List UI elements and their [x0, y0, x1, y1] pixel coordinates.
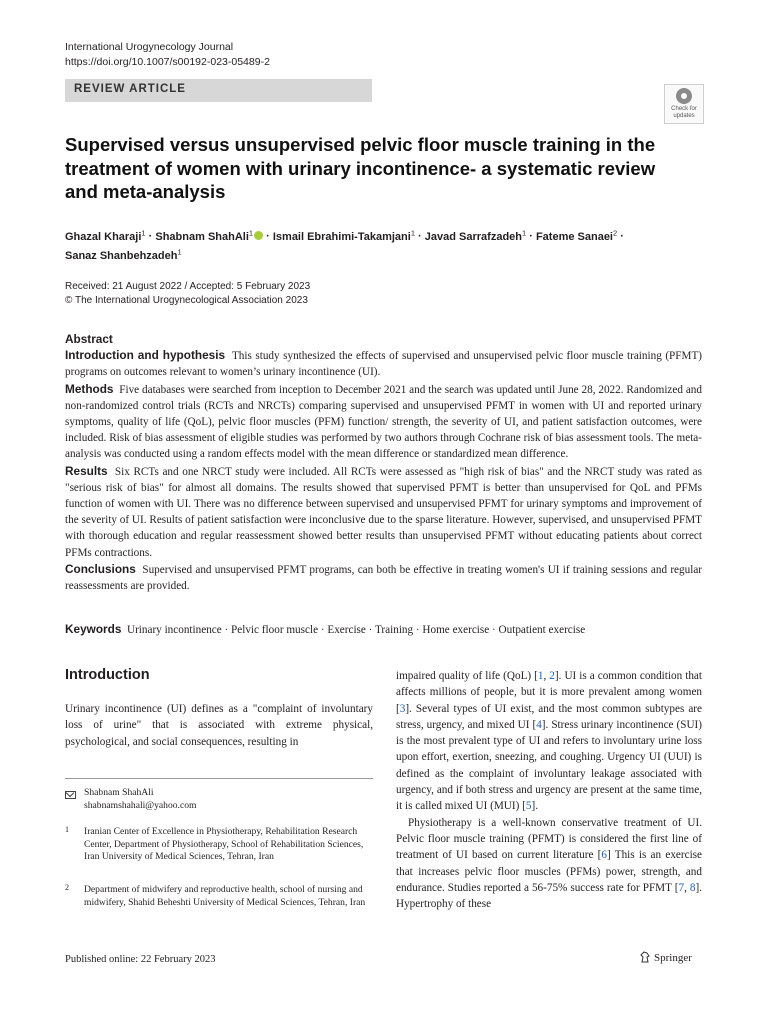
author[interactable]: Sanaz Shanbehzadeh$^1$ — [65, 247, 182, 263]
abstract-heading: Abstract — [65, 332, 113, 346]
keywords-text: Urinary incontinence · Pelvic floor muscle · Exercise · Training · Home exercise · Outpatient exercise — [126, 624, 586, 636]
citation-link[interactable]: 4 — [536, 718, 542, 731]
abstract-section: Methods Five databases were searched from inception to December 2021 and the search was updated until June 28, 2022. Randomized and non-randomized control trials (RCTs and NRCTs) comparing supervised and unsupervised PFMT in women with UI and reported urinary symptoms, quality of life (QoL), pelvic floor muscles (PFM) function/ strength, the severity of UI, and patient satisfaction outcomes, were included. Risk of bias assessment of eligible studies was performed by two authors through Cochrane risk of bias assessment tools. The meta-analysis was conducted using a random effects model with the mean difference or standardized mean difference. — [65, 381, 702, 461]
keywords — [65, 621, 705, 638]
author[interactable]: Shabnam ShahAli$^1$ — [155, 231, 263, 243]
corresponding-author — [84, 787, 374, 812]
article-dates — [65, 280, 565, 308]
author-list: Ghazal Kharaji$^1$ · Shabnam ShahAli$^1$ · Ismail Ebrahimi-Takamjani$^1$ · Javad Sarrafzadeh$^1$ · Fateme Sanaei$^2$ · Sanaz Shanbehzadeh$^1$ — [65, 228, 624, 263]
paragraph: impaired quality of life (QoL) [1, 2]. UI is a common condition that affects millions of people, but it is more prevalent among women [3]. Several types of UI exist, and the most common subtypes are stress, urgency, and mixed UI [4]. Stress urinary incontinence (SUI) is the most prevalent type of UI and refers to involuntary urine loss upon effort, exertion, sneezing, and coughing. Urgency UI (UUI) is defined as the complaint of involuntary leakage associated with urgency, and if both stress and urgency are present at the same time, it is called mixed UI (MUI) [5]. — [396, 670, 702, 813]
author[interactable]: Ismail Ebrahimi-Takamjani$^1$ — [272, 228, 415, 243]
received-accepted: Received: 21 August 2022 / Accepted: 5 February 2023 — [65, 281, 311, 292]
copyright: © The International Urogynecological Association 2023 — [65, 295, 308, 306]
citation-link[interactable]: 7 — [678, 881, 685, 894]
author[interactable]: Javad Sarrafzadeh$^1$ — [424, 228, 527, 243]
check-for-updates-label: Check for updates — [671, 106, 697, 119]
keywords-label: Keywords — [65, 622, 122, 636]
publisher-logo — [640, 951, 692, 964]
affiliation-number: 2 — [65, 883, 69, 892]
citation-link[interactable]: 8 — [689, 881, 696, 894]
affiliation: Department of midwifery and reproductive health, school of nursing and midwifery, Shahid Beheshti University of Medical Sciences, Tehran, Iran — [84, 884, 366, 908]
check-for-updates-badge[interactable] — [664, 84, 704, 124]
paragraph: Urinary incontinence (UI) defines as a "complaint of involuntary loss of urine" that is associated with extreme physical, psychological, and social consequences, resulting in — [65, 703, 373, 748]
published-date: Published online: 22 February 2023 — [65, 954, 216, 965]
body-column-left — [65, 701, 373, 750]
springer-horse-icon — [640, 951, 650, 963]
corresponding-email[interactable]: shabnamshahali@yahoo.com — [84, 799, 197, 811]
body-column-right — [396, 668, 702, 912]
abstract-section: Introduction and hypothesis This study synthesized the effects of supervised and unsupervised pelvic floor muscle training (PFMT) programs on outcomes relevant to women’s urinary incontinence (UI). — [65, 348, 702, 379]
section-heading: Introduction — [65, 667, 150, 683]
journal-header — [65, 40, 270, 70]
footnote-rule — [65, 778, 373, 779]
update-icon — [676, 88, 692, 104]
citation-link[interactable]: 3 — [399, 702, 406, 715]
doi-link[interactable]: https://doi.org/10.1007/s00192-023-05489-2 — [65, 56, 270, 68]
author[interactable]: Fateme Sanaei$^2$ — [535, 228, 618, 243]
paragraph: Physiotherapy is a well-known conservative treatment of UI. Pelvic floor muscle training (PFMT) is considered the first line of treatment of UI based on current literature [6] This is an exercise that increases pelvic floor muscles (PFMs) power, strength, and endurance. Studies reported a 56-75% success rate for PFMT [7, 8]. Hypertrophy of these — [396, 816, 702, 911]
citation-link[interactable]: 5 — [525, 800, 532, 813]
mail-icon — [65, 791, 76, 799]
article-type-banner — [65, 79, 372, 102]
corresponding-name: Shabnam ShahAli — [84, 787, 154, 798]
author[interactable]: Ghazal Kharaji$^1$ — [65, 228, 146, 243]
affiliation: Iranian Center of Excellence in Physiotherapy, Rehabilitation Research Center, Department of Physiotherapy, School of Rehabilitation Sciences, Iran University of Medical Sciences, Tehran, Iran — [84, 826, 364, 863]
citation-link[interactable]: 2 — [549, 670, 555, 682]
article-type-label: REVIEW ARTICLE — [74, 83, 186, 95]
article-title: Supervised versus unsupervised pelvic floor muscle training in the treatment of women with urinary incontinence- a systematic review and meta-analysis — [65, 134, 656, 202]
journal-name: International Urogynecology Journal — [65, 41, 234, 53]
orcid-icon[interactable] — [254, 231, 263, 240]
citation-link[interactable]: 1 — [537, 670, 544, 682]
abstract — [65, 331, 702, 594]
affiliation-number: 1 — [65, 825, 69, 834]
publisher-name: Springer — [654, 952, 692, 964]
abstract-section: Results Six RCTs and one NRCT study were included. All RCTs were assessed as "high risk of bias" and the NRCT study was rated as "serious risk of bias" for almost all domains. The results showed that supervised PFMT is better than unsupervised for QoL and PFMs function of women with UI. There was no difference between supervised and unsupervised PFMT for urinary symptoms and improvement of the severity of UI. Results of patient satisfaction were inconclusive due to the sparse literature. However, supervised, and unsupervised PFMT with thorough education and regular reassessment showed better results than unsupervised PFMT without educating patients about correct PFMs contractions. — [65, 463, 702, 559]
citation-link[interactable]: 6 — [601, 849, 607, 862]
abstract-section: Conclusions Supervised and unsupervised PFMT programs, can both be effective in treating women's UI if training sessions and regular reassessments are provided. — [65, 561, 703, 593]
